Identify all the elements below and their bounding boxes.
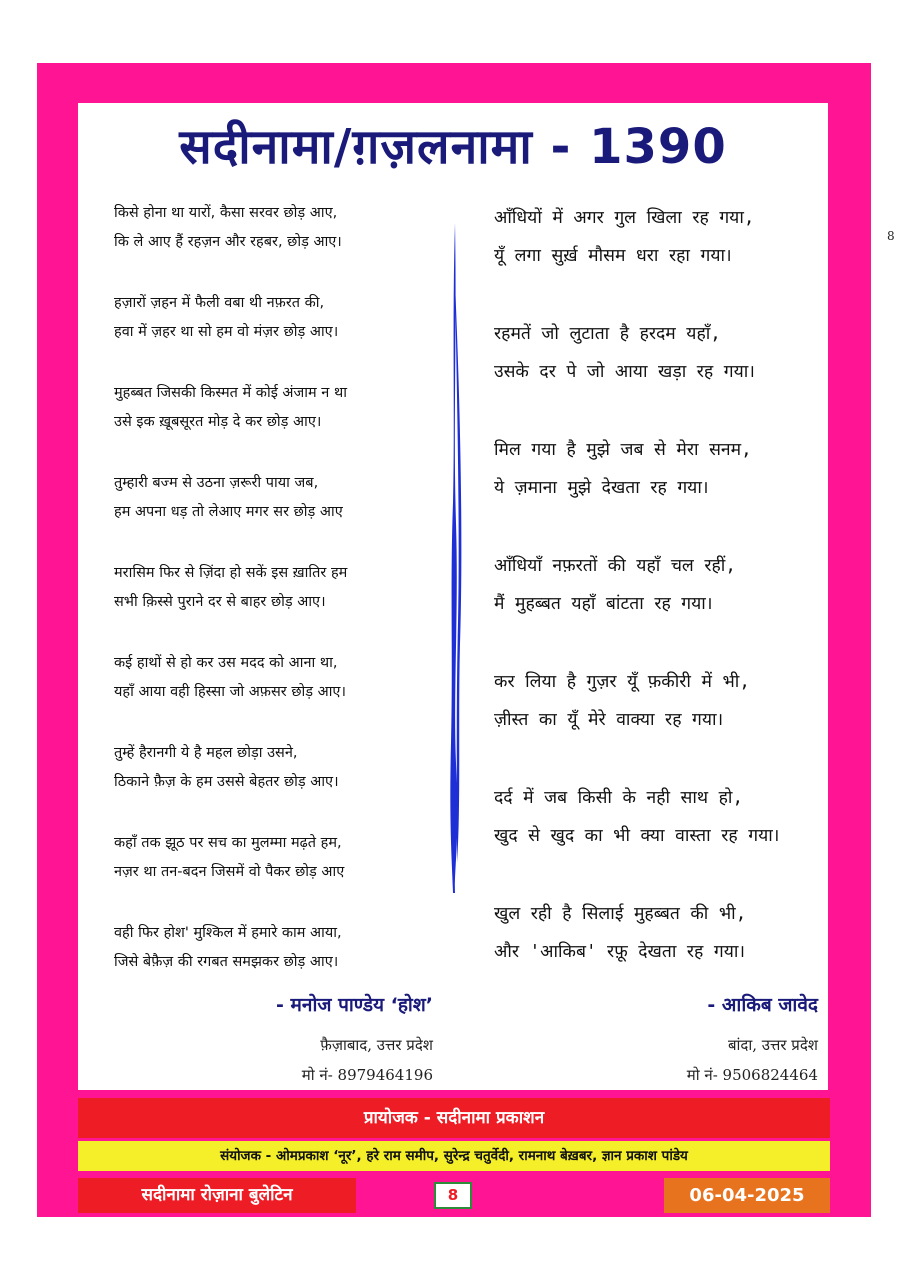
poem-line: हज़ारों ज़हन में फैली वबा थी नफ़रत की, bbox=[114, 295, 325, 311]
convener-bar: संयोजक - ओमप्रकाश ‘नूर’, हरे राम समीप, सुरेन्द्र चतुर्वेदी, रामनाथ बेख़बर, ज्ञान प्रकाश पांडेय bbox=[78, 1141, 830, 1171]
right-author-name: - आकिब जावेद bbox=[707, 994, 818, 1016]
poem-line: ठिकाने फ़ैज़ के हम उससे बेहतर छोड़ आए। bbox=[114, 774, 339, 790]
poem-line: तुम्हारी बज्म से उठना ज़रूरी पाया जब, bbox=[114, 475, 319, 491]
poem-line: दर्द में जब किसी के नही साथ हो, bbox=[494, 788, 743, 808]
poem-stanza bbox=[494, 199, 824, 275]
right-poem bbox=[494, 199, 824, 1011]
poem-line: जिसे बेफ़ैज़ की रगबत समझकर छोड़ आए। bbox=[114, 954, 339, 970]
page-number-badge: 8 bbox=[434, 1182, 472, 1209]
poem-line: मिल गया है मुझे जब से मेरा सनम, bbox=[494, 440, 752, 460]
poem-line: किसे होना था यारों, कैसा सरवर छोड़ आए, bbox=[114, 205, 338, 221]
poem-stanza bbox=[494, 779, 824, 855]
poem-line: कर लिया है गुज़र यूँ फ़कीरी में भी, bbox=[494, 672, 750, 692]
poem-line: मैं मुहब्बत यहाँ बांटता रह गया। bbox=[494, 594, 713, 614]
issue-date: 06-04-2025 bbox=[664, 1178, 830, 1213]
bulletin-name: सदीनामा रोज़ाना बुलेटिन bbox=[78, 1178, 356, 1213]
left-author-name: - मनोज पाण्डेय ‘होश’ bbox=[276, 994, 433, 1016]
poem-line: वही फिर होश' मुश्किल में हमारे काम आया, bbox=[114, 925, 342, 941]
poem-stanza bbox=[494, 663, 824, 739]
poem-stanza bbox=[494, 431, 824, 507]
content-panel bbox=[78, 103, 828, 1090]
poem-stanza bbox=[114, 739, 414, 797]
outer-page-number: 8 bbox=[887, 229, 895, 243]
poem-stanza bbox=[494, 547, 824, 623]
poem-line: हवा में ज़हर था सो हम वो मंज़र छोड़ आए। bbox=[114, 324, 339, 340]
poem-line: हम अपना धड़ तो लेआए मगर सर छोड़ आए bbox=[114, 504, 343, 520]
poem-line: नज़र था तन-बदन जिसमें वो पैकर छोड़ आए bbox=[114, 864, 345, 880]
poem-stanza bbox=[114, 289, 414, 347]
poem-line: यूँ लगा सुर्ख़ मौसम धरा रहा गया। bbox=[494, 246, 732, 266]
poem-line: रहमतें जो लुटाता है हरदम यहाँ, bbox=[494, 324, 721, 344]
left-author-phone: मो नं- 8979464196 bbox=[301, 1066, 433, 1084]
poem-line: तुम्हें हैरानगी ये है महल छोड़ा उसने, bbox=[114, 745, 298, 761]
poem-line: उसके दर पे जो आया खड़ा रह गया। bbox=[494, 362, 755, 382]
poem-stanza bbox=[114, 199, 414, 257]
poem-stanza bbox=[114, 469, 414, 527]
poem-line: उसे इक ख़ूबसूरत मोड़ दे कर छोड़ आए। bbox=[114, 414, 322, 430]
poem-line: खुद से खुद का भी क्या वास्ता रह गया। bbox=[494, 826, 780, 846]
poem-line: कहाँ तक झूठ पर सच का मुलम्मा मढ़ते हम, bbox=[114, 835, 342, 851]
poem-line: और 'आकिब' रफ़ू देखता रह गया। bbox=[494, 942, 746, 962]
poem-stanza bbox=[494, 895, 824, 971]
sponsor-bar: प्रायोजक - सदीनामा प्रकाशन bbox=[78, 1098, 830, 1138]
poem-line: कई हाथों से हो कर उस मदद को आना था, bbox=[114, 655, 338, 671]
poem-line: मुहब्बत जिसकी किस्मत में कोई अंजाम न था bbox=[114, 385, 347, 401]
page-title: सदीनामा/ग़ज़लनामा - 1390 bbox=[179, 119, 727, 175]
poem-stanza bbox=[494, 315, 824, 391]
poem-line: ज़ीस्त का यूँ मेरे वाक्या रह गया। bbox=[494, 710, 724, 730]
right-author-phone: मो नं- 9506824464 bbox=[686, 1066, 818, 1084]
left-author-place: फ़ैज़ाबाद, उत्तर प्रदेश bbox=[320, 1036, 433, 1054]
poem-line: आँधियाँ नफ़रतों की यहाँ चल रहीं, bbox=[494, 556, 736, 576]
poem-stanza bbox=[114, 379, 414, 437]
column-divider bbox=[443, 223, 467, 893]
poem-line: यहाँ आया वही हिस्सा जो अफ़सर छोड़ आए। bbox=[114, 684, 346, 700]
poem-line: मरासिम फिर से ज़िंदा हो सकें इस ख़ातिर हम bbox=[114, 565, 348, 581]
poem-line: ये ज़माना मुझे देखता रह गया। bbox=[494, 478, 709, 498]
poem-line: सभी क़िस्से पुराने दर से बाहर छोड़ आए। bbox=[114, 594, 326, 610]
poem-line: कि ले आए हैं रहज़न और रहबर, छोड़ आए। bbox=[114, 234, 342, 250]
poem-stanza bbox=[114, 559, 414, 617]
poem-stanza bbox=[114, 919, 414, 977]
poem-line: खुल रही है सिलाई मुहब्बत की भी, bbox=[494, 904, 747, 924]
left-poem bbox=[114, 199, 414, 1009]
poem-stanza bbox=[114, 829, 414, 887]
poem-stanza bbox=[114, 649, 414, 707]
right-author-place: बांदा, उत्तर प्रदेश bbox=[727, 1036, 818, 1054]
poem-line: आँधियों में अगर गुल खिला रह गया, bbox=[494, 208, 755, 228]
